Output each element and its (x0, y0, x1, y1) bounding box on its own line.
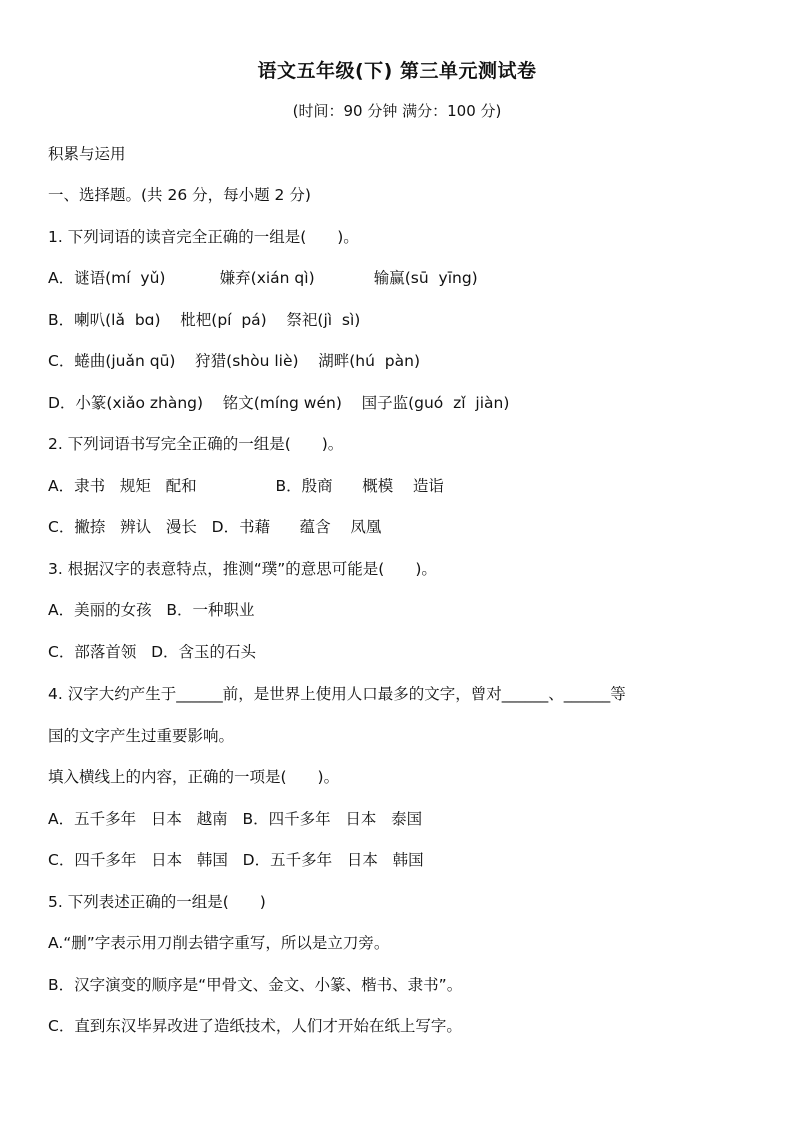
question-5-option-a: A.“删”字表示用刀削去错字重写，所以是立刀旁。 (48, 934, 390, 952)
question-4-options-cd: C．四千多年 日本 韩国 D．五千多年 日本 韩国 (48, 851, 424, 869)
question-3-options-cd: C．部落首领 D．含玉的石头 (48, 643, 257, 661)
question-1-option-b: B．喇叭(lǎ bɑ) 枇杷(pí pá) 祭祀(jì sì) (48, 311, 361, 329)
question-3: 3. 根据汉字的表意特点，推测“璞”的意思可能是( )。 (48, 560, 437, 578)
section-heading: 积累与运用 (48, 145, 126, 163)
question-1: 1. 下列词语的读音完全正确的一组是( )。 (48, 228, 359, 246)
question-4-prompt: 填入横线上的内容，正确的一项是( )。 (48, 768, 340, 786)
question-2-options-cd: C．撇捺 辨认 漫长 D．书藉 蕴含 凤凰 (48, 518, 382, 536)
page-title: 语文五年级(下) 第三单元测试卷 (257, 60, 537, 82)
question-2-options-ab: A．隶书 规矩 配和 B．殷商 概模 造诣 (48, 477, 444, 495)
question-4: 4. 汉字大约产生于______前，是世界上使用人口最多的文字，曾对______、______等 (48, 685, 626, 703)
question-5: 5. 下列表述正确的一组是( ) (48, 893, 266, 911)
question-3-options-ab: A．美丽的女孩 B．一种职业 (48, 601, 255, 619)
exam-info: (时间：90 分钟 满分：100 分) (292, 102, 502, 120)
question-5-option-c: C．直到东汉毕昇改进了造纸技术，人们才开始在纸上写字。 (48, 1017, 462, 1035)
question-2: 2. 下列词语书写完全正确的一组是( )。 (48, 435, 344, 453)
question-1-option-d: D．小篆(xiǎo zhàng) 铭文(míng wén) 国子监(guó zǐ jiàn) (48, 394, 510, 412)
part-heading: 一、选择题。(共 26 分，每小题 2 分) (48, 186, 311, 204)
question-4-options-ab: A．五千多年 日本 越南 B．四千多年 日本 泰国 (48, 810, 423, 828)
question-5-option-b: B．汉字演变的顺序是“甲骨文、金文、小篆、楷书、隶书”。 (48, 976, 463, 994)
question-1-option-a: A．谜语(mí yǔ) 嫌弃(xián qì) 输赢(sū yīng) (48, 269, 478, 287)
question-4-continued: 国的文字产生过重要影响。 (48, 727, 235, 745)
question-1-option-c: C．蜷曲(juǎn qū) 狩猎(shòu liè) 湖畔(hú pàn) (48, 352, 421, 370)
